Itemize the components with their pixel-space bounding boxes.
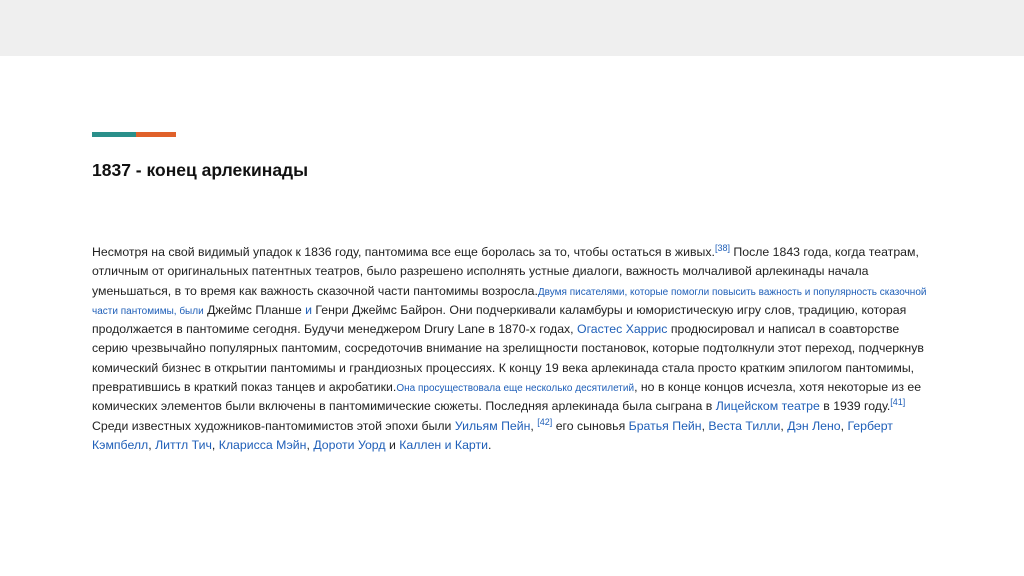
top-band	[0, 0, 1024, 56]
slide-body-text	[92, 243, 937, 455]
citation-38-link[interactable]: [38]	[714, 242, 730, 253]
lyceum-theatre-link[interactable]: Лицейском театре	[715, 399, 820, 414]
note-decades-link[interactable]: Она просуществовала еще несколько десятилетий	[396, 383, 635, 395]
little-tich-link[interactable]: Литтл Тич	[155, 437, 212, 452]
body-text: и	[385, 437, 400, 452]
note-writers-link[interactable]: Двумя писателями, которые помогли повысить важность и популярность сказочной части пантомимы, были	[92, 286, 927, 317]
body-text: ,	[148, 437, 156, 452]
body-text: Среди известных художников-пантомимистов этой эпохи были	[92, 418, 455, 433]
body-text: , но в конце концов исчезла, хотя некоторые из ее комических элементов были включены в пантомимические сюжеты. Последняя арлекинада была сыграна в	[92, 380, 922, 414]
body-text: Джеймс Планше	[203, 302, 306, 317]
body-text: Несмотря на свой видимый упадок к 1836 году, пантомима все еще боролась за то, чтобы остаться в живых.	[92, 245, 715, 259]
body-text: Генри Джеймс Байрон. Они подчеркивали каламбуры и юмористическую игру слов, традицию, которая продолжается в пантомиме сегодня. Будучи менеджером Drury Lane в 1870-х годах,	[92, 302, 907, 337]
kallen-and-karti-link[interactable]: Каллен и Карти	[399, 437, 488, 452]
william-payne-link[interactable]: Уильям Пейн	[454, 418, 531, 433]
body-text: в 1939 году.	[819, 399, 891, 414]
accent-segment-teal	[92, 132, 136, 137]
augustus-harris-link[interactable]: Огастес Харрис	[577, 322, 668, 337]
accent-segment-orange	[136, 132, 176, 137]
slide-title: 1837 - конец арлекинады	[92, 160, 309, 180]
title-accent-bar	[92, 132, 176, 137]
body-text: ,	[780, 418, 788, 433]
body-text: ,	[306, 437, 314, 452]
body-text: ,	[211, 437, 219, 452]
clarice-mayne-link[interactable]: Кларисса Мэйн	[218, 437, 307, 452]
body-text: продюсировал и написал в соавторстве серию чрезвычайно популярных пантомим, сосредоточив внимание на зрелищности постановок, которые подтолкнули этот переход, подчеркнув комический бизнес в открытии пантомимы и грандиозных процессиях. К концу 19 века арлекинада стала просто кратким эпилогом пантомимы, превратившись в краткий показ танцев и акробатики.	[92, 322, 924, 395]
herbert-campbell-link[interactable]: Герберт Кэмпбелл	[92, 418, 893, 452]
and-link[interactable]: и	[305, 302, 313, 317]
citation-41-link[interactable]: [41]	[890, 397, 906, 408]
body-text: ,	[701, 418, 709, 433]
vesta-tilley-link[interactable]: Веста Тилли	[708, 418, 781, 433]
body-text: После 1843 года, когда театрам, отличным от оригинальных патентных театров, было разрешено исполнять устные диалоги, важность молчаливой арлекинады начала уменьшаться, в то время как важность сказочной части пантомимы возросла.	[92, 245, 919, 298]
body-text: ,	[840, 418, 848, 433]
dan-leno-link[interactable]: Дэн Лено	[787, 418, 841, 433]
payne-brothers-link[interactable]: Братья Пейн	[628, 418, 702, 433]
body-text: .	[488, 437, 492, 452]
body-text: ,	[530, 418, 538, 433]
citation-42-link[interactable]: [42]	[537, 416, 553, 427]
body-text: его сыновья	[552, 418, 629, 433]
dorothy-ward-link[interactable]: Дороти Уорд	[313, 437, 386, 452]
